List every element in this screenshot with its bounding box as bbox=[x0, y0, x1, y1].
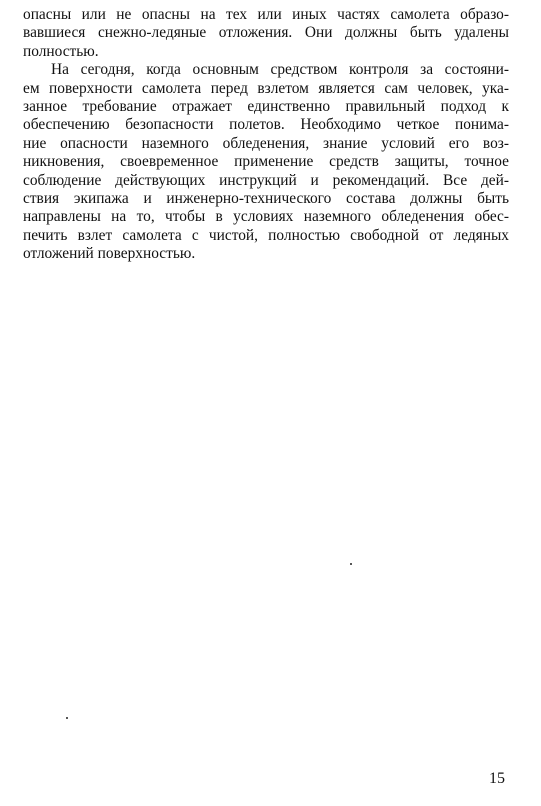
text-line: занное требование отражает единственно правильный подход к bbox=[23, 97, 509, 115]
text-line: полностью. bbox=[23, 42, 99, 60]
body-text bbox=[23, 6, 509, 263]
text-line: направлены на то, чтобы в условиях наземного обледенения обес- bbox=[23, 208, 509, 226]
text-line: обеспечению безопасности полетов. Необходимо четкое понима- bbox=[23, 116, 509, 134]
scan-speck bbox=[350, 563, 352, 565]
paragraph-1 bbox=[23, 6, 509, 61]
text-line: На сегодня, когда основным средством контроля за состояни- bbox=[51, 61, 509, 79]
paragraph-2 bbox=[23, 61, 509, 263]
scan-speck bbox=[66, 717, 68, 719]
text-line: вавшиеся снежно-ледяные отложения. Они должны быть удалены bbox=[23, 24, 509, 42]
text-line: ем поверхности самолета перед взлетом является сам человек, ука- bbox=[23, 79, 509, 97]
page-number: 15 bbox=[489, 770, 505, 787]
text-line: печить взлет самолета с чистой, полностью свободной от ледяных bbox=[23, 226, 509, 244]
text-line: соблюдение действующих инструкций и рекомендаций. Все дей- bbox=[23, 171, 509, 189]
text-line: ствия экипажа и инженерно-технического состава должны быть bbox=[23, 189, 509, 207]
text-line: отложений поверхностью. bbox=[23, 245, 196, 263]
text-line: никновения, своевременное применение средств защиты, точное bbox=[23, 153, 509, 171]
text-line: ние опасности наземного обледенения, знание условий его воз- bbox=[23, 134, 509, 152]
text-line: опасны или не опасны на тех или иных частях самолета образо- bbox=[23, 6, 509, 23]
